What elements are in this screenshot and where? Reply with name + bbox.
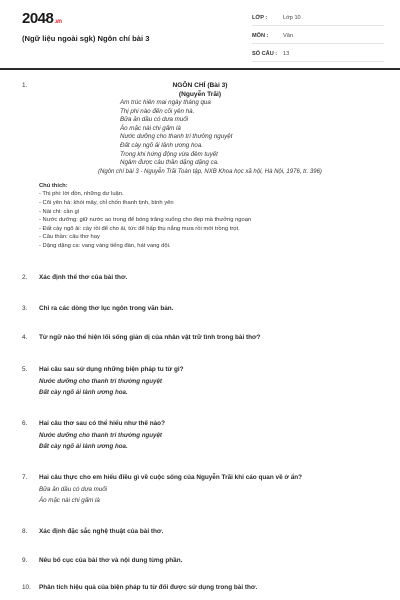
header-divider (0, 68, 400, 70)
question-number: 7. (22, 474, 28, 481)
note-item: - Nài chi: cần gì (39, 208, 80, 215)
meta-class-row (252, 13, 384, 26)
logo-main: 2048 (22, 10, 54, 27)
question-text: Từ ngữ nào thể hiện lối sống giản dị của nhân vật trữ tình trong bài thơ? (39, 334, 261, 341)
meta-subject-label: MÔN : (252, 33, 269, 39)
poem-line: Nước dưỡng cho thanh tri thưởng nguyệt (120, 133, 233, 141)
question-text: Xác định thể thơ của bài thơ. (39, 274, 128, 281)
question-number: 1. (22, 82, 28, 89)
quoted-line: Bữa ăn dầu có dưa muối (39, 486, 108, 493)
poem-line: Đất cày ngõ ải lảnh ương hoa. (120, 141, 203, 149)
meta-class-value: Lớp 10 (283, 15, 301, 21)
poem-line: Áo mặc nài chi gấm là (120, 124, 181, 132)
quoted-line: Đất cày ngõ ải lảnh ương hoa. (39, 389, 128, 396)
question-number: 5. (22, 366, 28, 373)
notes-heading: Chú thích: (39, 183, 68, 189)
poem-source-text: (Ngôn chí bài 3 - Nguyễn Trãi Toàn tập, NXB Khoa học xã hội, Hà Nội, 1976, tr. 396) (98, 169, 322, 175)
poem-line: Ngâm được câu thần dặng dặng ca. (120, 159, 219, 167)
question-text: Chỉ ra các dòng thơ lục ngôn trong văn bản. (39, 305, 174, 312)
question-text: Nêu bố cục của bài thơ và nội dung từng phần. (39, 557, 183, 564)
poem-line: Thị phi nào đến cõi yên hà. (120, 107, 195, 115)
document-title: (Ngữ liệu ngoài sgk) Ngôn chí bài 3 (22, 34, 150, 43)
question-text: Hai câu thơ sau có thể hiểu như thế nào? (39, 420, 165, 427)
logo-sub: .vn (54, 19, 62, 25)
meta-class-label: LỚP : (252, 15, 268, 21)
question-number: 2. (22, 274, 28, 281)
site-logo[interactable] (22, 10, 62, 27)
question-number: 3. (22, 305, 28, 312)
question-number: 6. (22, 420, 28, 427)
poem-author: (Nguyễn Trãi) (178, 91, 222, 98)
question-number: 4. (22, 334, 28, 341)
question-text: Hai câu sau sử dụng những biện pháp tu từ gì? (39, 366, 184, 373)
poem-body (120, 99, 390, 168)
poem-line: Am trúc hiên mai ngày tháng qua (120, 99, 211, 106)
note-item: - Cõi yên hà: khói mây, chỉ chốn thanh tịnh, bình yên (39, 199, 174, 206)
poem-source (98, 168, 393, 177)
meta-subject-row (252, 31, 384, 44)
question-number: 10. (22, 584, 31, 591)
meta-count-value: 13 (283, 51, 290, 57)
question-number: 9. (22, 557, 28, 564)
question-text: Xác định đặc sắc nghệ thuật của bài thơ. (39, 528, 164, 535)
note-item: - Nước dưỡng: giữ nước ao trong để bóng trăng xuống cho đẹp mà thưởng ngoạn (39, 217, 252, 224)
quoted-line: Nước dưỡng cho thanh tri thưởng nguyệt (39, 432, 162, 439)
question-text: Phân tích hiệu quả của biện pháp tu từ đối được sử dụng trong bài thơ. (39, 584, 258, 591)
note-item: - Đất cày ngõ ải: cày rồi để cho ải, tức để hấp thụ nắng mưa rồi mới trồng trọt. (39, 225, 240, 232)
note-item: - Thị phi: lời đồn, những dư luận. (39, 191, 124, 198)
poem-line: Trong khi hứng động vừa đêm tuyết (120, 150, 218, 158)
poem-line: Bữa ăn dầu có dưa muối (120, 116, 189, 124)
meta-count-label: SỐ CÂU : (252, 51, 278, 57)
note-item: - Dặng dặng ca: vang vàng tiếng đàn, hát vang dội. (39, 242, 171, 249)
note-item: - Câu thần: câu thơ hay (39, 234, 100, 241)
question-text: Hai câu thực cho em hiểu điều gì về cuộc sống của Nguyễn Trãi khi cáo quan về ở ẩn? (39, 474, 303, 481)
meta-count-row (252, 49, 384, 62)
quoted-line: Nước dưỡng cho thanh tri thưởng nguyệt (39, 378, 162, 385)
meta-subject-value: Văn (283, 33, 293, 39)
question-number: 8. (22, 528, 28, 535)
quoted-line: Áo mặc nài chi gấm là (39, 497, 100, 504)
notes-section (39, 182, 389, 251)
quoted-line: Đất cày ngõ ải lảnh ương hoa. (39, 443, 128, 450)
meta-panel (252, 13, 384, 67)
poem-title: NGÔN CHÍ (Bài 3) (172, 82, 228, 89)
